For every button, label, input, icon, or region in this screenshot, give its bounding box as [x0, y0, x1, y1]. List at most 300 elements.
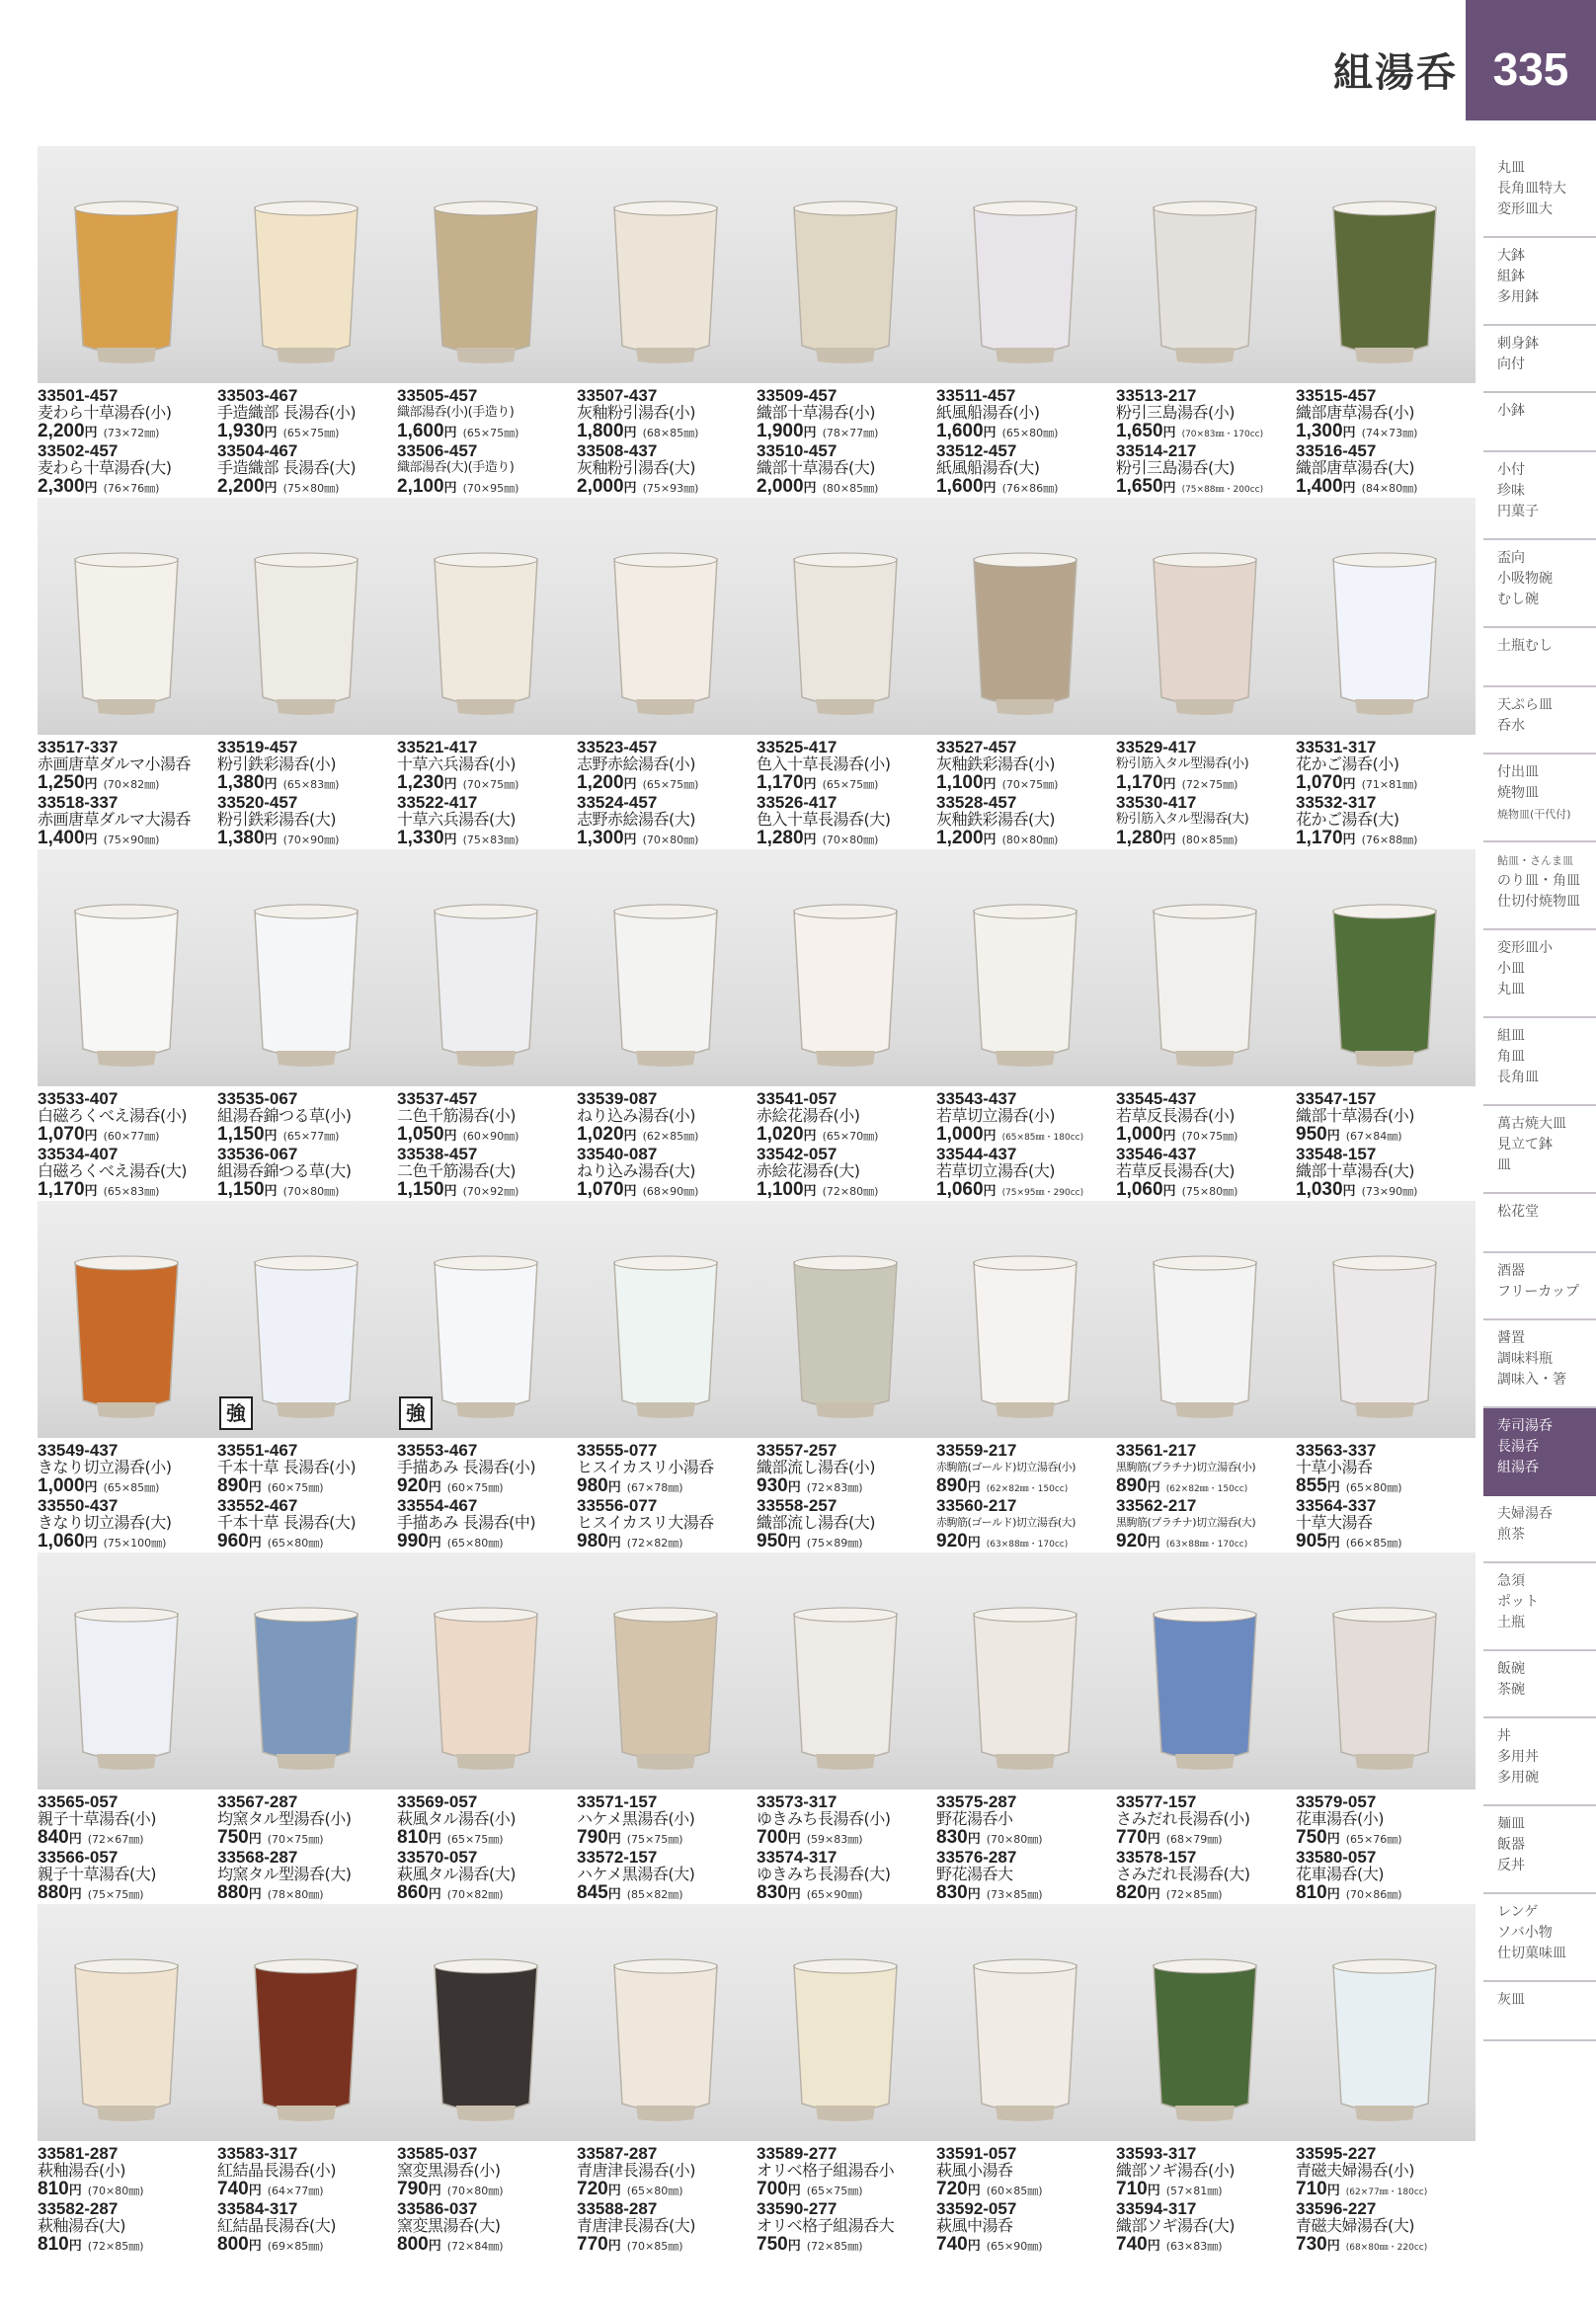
product-item[interactable]: [577, 387, 758, 442]
product-item[interactable]: [217, 442, 399, 498]
product-item[interactable]: [577, 1497, 758, 1552]
product-name: 萩風中湯呑: [936, 2216, 1013, 2235]
product-item[interactable]: [757, 2145, 938, 2200]
product-item[interactable]: [936, 2145, 1118, 2200]
product-dimensions: (64×77㎜): [267, 2185, 324, 2197]
teacup-image[interactable]: [427, 1955, 545, 2123]
product-item[interactable]: [38, 1146, 219, 1201]
product-price: 1,100: [757, 1179, 804, 1200]
index-tab[interactable]: [1483, 393, 1596, 452]
product-item[interactable]: [1116, 2145, 1298, 2200]
product-name: 粉引鉄彩湯呑(小): [217, 755, 336, 773]
product-price: 1,170: [1116, 772, 1163, 793]
product-dimensions: (60×77㎜): [103, 1130, 160, 1143]
index-tab[interactable]: [1483, 326, 1596, 393]
product-code: 33509-457: [757, 387, 838, 405]
teacup-image[interactable]: [247, 1252, 365, 1420]
product-code: 33547-157: [1296, 1090, 1377, 1108]
product-item[interactable]: [217, 1090, 399, 1146]
teacup-image[interactable]: [1325, 901, 1444, 1069]
index-tab-label: 丼: [1497, 1728, 1511, 1744]
product-item[interactable]: [38, 739, 219, 794]
product-code: 33522-417: [397, 794, 478, 812]
product-item[interactable]: [1116, 387, 1298, 442]
product-name: 萩釉湯呑(大): [38, 2216, 125, 2235]
teacup-image[interactable]: [1146, 901, 1264, 1069]
teacup-image[interactable]: [786, 1955, 905, 2123]
teacup-image[interactable]: [247, 1604, 365, 1772]
teacup-image[interactable]: [1146, 198, 1264, 365]
product-item[interactable]: [577, 1442, 758, 1497]
product-item[interactable]: [38, 794, 219, 849]
index-tab-label: 飯器: [1497, 1837, 1525, 1853]
index-tab[interactable]: [1483, 238, 1596, 326]
teacup-image[interactable]: [786, 198, 905, 365]
product-price: 1,230: [397, 772, 444, 793]
product-price: 1,000: [38, 1475, 85, 1496]
product-price: 750: [1296, 1827, 1327, 1848]
product-item[interactable]: [1116, 1497, 1298, 1552]
product-dimensions: (70×80㎜): [642, 834, 699, 846]
index-tab[interactable]: [1483, 1018, 1596, 1106]
index-tab[interactable]: [1483, 1718, 1596, 1806]
product-item[interactable]: [1296, 1793, 1477, 1849]
teacup-image[interactable]: [786, 549, 905, 717]
teacup-image[interactable]: [1325, 1955, 1444, 2123]
product-name: 粉引三島湯呑(大): [1116, 458, 1235, 477]
product-code: 33545-437: [1116, 1090, 1197, 1108]
product-item[interactable]: [38, 1849, 219, 1904]
index-tab-label: 焼物皿(干代付): [1497, 808, 1571, 821]
product-dimensions: (72×75㎜): [1181, 778, 1238, 791]
product-dimensions: (70×86㎜): [1345, 1888, 1402, 1901]
product-item[interactable]: [1296, 1090, 1477, 1146]
product-item[interactable]: [1116, 739, 1298, 794]
product-name: ヒスイカスリ小湯呑: [577, 1458, 714, 1476]
product-price: 2,000: [757, 476, 804, 497]
product-item[interactable]: [577, 1090, 758, 1146]
teacup-image[interactable]: [786, 901, 905, 1069]
product-item[interactable]: [936, 1497, 1118, 1552]
product-item[interactable]: [577, 1146, 758, 1201]
product-item[interactable]: [936, 442, 1118, 498]
index-tab-label: 天ぷら皿: [1497, 697, 1553, 713]
product-item[interactable]: [397, 1090, 579, 1146]
index-tab[interactable]: [1483, 540, 1596, 628]
product-item[interactable]: [577, 1793, 758, 1849]
yen-unit: 円: [803, 833, 817, 847]
product-item[interactable]: [936, 794, 1118, 849]
product-item[interactable]: [1116, 1090, 1298, 1146]
teacup-image[interactable]: [427, 1604, 545, 1772]
index-tab-label: 組皿: [1497, 1028, 1525, 1044]
product-item[interactable]: [217, 2145, 399, 2200]
product-item[interactable]: [757, 739, 938, 794]
product-name: 手造織部 長湯呑(大): [217, 458, 357, 477]
product-item[interactable]: [757, 1442, 938, 1497]
product-price: 1,060: [936, 1179, 984, 1200]
product-item[interactable]: [1116, 1793, 1298, 1849]
product-price: 810: [38, 2234, 69, 2255]
product-dimensions: (67×78㎜): [626, 1481, 683, 1494]
product-row: [38, 1904, 1476, 2256]
product-item[interactable]: [397, 2145, 579, 2200]
product-price: 1,100: [936, 772, 984, 793]
teacup-image[interactable]: [786, 1604, 905, 1772]
product-item[interactable]: [397, 1146, 579, 1201]
product-item[interactable]: [936, 1090, 1118, 1146]
product-code: 33586-037: [397, 2200, 478, 2218]
teacup-image[interactable]: [247, 549, 365, 717]
product-name: 織部ソギ湯呑(大): [1116, 2216, 1235, 2235]
product-price: 2,300: [38, 476, 85, 497]
product-dimensions: (70×82㎜): [446, 1888, 504, 1901]
teacup-image[interactable]: [67, 1604, 186, 1772]
yen-unit: 円: [443, 426, 457, 440]
product-name: 萩風小湯呑: [936, 2161, 1013, 2180]
product-code: 33596-227: [1296, 2200, 1377, 2218]
teacup-image[interactable]: [606, 1252, 725, 1420]
yen-unit: 円: [607, 1832, 621, 1847]
product-item[interactable]: [1116, 1849, 1298, 1904]
product-name: 灰釉粉引湯呑(小): [577, 403, 695, 422]
product-item[interactable]: [936, 1849, 1118, 1904]
index-tab[interactable]: [1483, 1408, 1596, 1496]
product-code: 33535-067: [217, 1090, 298, 1108]
product-item[interactable]: [217, 739, 399, 794]
product-name: 窯変黒湯呑(小): [397, 2161, 501, 2180]
yen-unit: 円: [248, 1536, 262, 1551]
product-code: 33578-157: [1116, 1849, 1197, 1867]
teacup-image[interactable]: [1146, 1955, 1264, 2123]
product-item[interactable]: [1296, 2145, 1477, 2200]
product-item[interactable]: [1116, 1146, 1298, 1201]
teacup-image[interactable]: [606, 901, 725, 1069]
teacup-image[interactable]: [1325, 549, 1444, 717]
teacup-image[interactable]: [427, 901, 545, 1069]
product-item[interactable]: [757, 1793, 938, 1849]
product-item[interactable]: [1116, 2200, 1298, 2256]
product-item[interactable]: [38, 387, 219, 442]
teacup-image[interactable]: [1146, 549, 1264, 717]
yen-unit: 円: [428, 1887, 441, 1902]
product-code: 33517-337: [38, 739, 119, 756]
index-tab[interactable]: [1483, 1651, 1596, 1718]
product-dimensions: (65×77㎜): [282, 1130, 340, 1143]
teacup-image[interactable]: [966, 549, 1084, 717]
product-price: 1,380: [217, 828, 265, 848]
product-item[interactable]: [1296, 1442, 1477, 1497]
index-tab[interactable]: [1483, 755, 1596, 842]
product-item[interactable]: [577, 739, 758, 794]
product-item[interactable]: [757, 2200, 938, 2256]
yen-unit: 円: [607, 1887, 621, 1902]
product-code: 33546-437: [1116, 1146, 1197, 1163]
product-item[interactable]: [757, 387, 938, 442]
index-tab-label: 丸皿: [1497, 160, 1525, 176]
product-name: 織部湯呑(小)(手造り): [397, 405, 515, 420]
index-tab[interactable]: [1483, 1253, 1596, 1320]
product-item[interactable]: [38, 1793, 219, 1849]
yen-unit: 円: [428, 1536, 441, 1551]
index-tab-label: 見立て鉢: [1497, 1137, 1553, 1153]
product-dimensions: (65×80㎜): [267, 1537, 324, 1550]
product-price: 930: [757, 1475, 788, 1496]
product-code: 33554-467: [397, 1497, 478, 1515]
teacup-image[interactable]: [966, 901, 1084, 1069]
product-item[interactable]: [936, 739, 1118, 794]
teacup-image[interactable]: [786, 1252, 905, 1420]
teacup-image[interactable]: [67, 549, 186, 717]
index-tab-label: ソバ小物: [1497, 1925, 1553, 1941]
product-item[interactable]: [577, 2200, 758, 2256]
product-item[interactable]: [757, 1497, 938, 1552]
product-item[interactable]: [757, 442, 938, 498]
product-dimensions: (72×85㎜): [87, 2240, 144, 2253]
product-item[interactable]: [38, 1497, 219, 1552]
product-item[interactable]: [1296, 1146, 1477, 1201]
product-name: 織部ソギ湯呑(小): [1116, 2161, 1235, 2180]
index-tab[interactable]: [1483, 1982, 1596, 2041]
product-dimensions: (74×73㎜): [1361, 427, 1418, 439]
product-item[interactable]: [936, 1793, 1118, 1849]
index-tab-label: 煎茶: [1497, 1527, 1525, 1543]
product-item[interactable]: [217, 1497, 399, 1552]
product-item[interactable]: [397, 442, 579, 498]
product-name: きなり切立湯呑(大): [38, 1513, 172, 1532]
teacup-image[interactable]: [247, 901, 365, 1069]
yen-unit: 円: [803, 481, 817, 496]
product-dimensions: (70×75㎜): [1181, 1130, 1238, 1143]
yen-unit: 円: [803, 426, 817, 440]
product-dimensions: (65×80㎜): [626, 2185, 683, 2197]
index-tab-label: 夫婦湯呑: [1497, 1506, 1553, 1522]
teacup-image[interactable]: [247, 1955, 365, 2123]
index-tab-label: 茶碗: [1497, 1682, 1525, 1698]
product-name: 手描あみ 長湯呑(小): [397, 1458, 536, 1476]
product-name: 織部十草湯呑(大): [1296, 1161, 1414, 1180]
product-item[interactable]: [217, 2200, 399, 2256]
teacup-image[interactable]: [67, 1252, 186, 1420]
teacup-image[interactable]: [427, 549, 545, 717]
teacup-image[interactable]: [966, 1604, 1084, 1772]
product-code: 33540-087: [577, 1146, 658, 1163]
product-code: 33584-317: [217, 2200, 298, 2218]
product-item[interactable]: [1296, 442, 1477, 498]
product-item[interactable]: [936, 1442, 1118, 1497]
product-item[interactable]: [38, 1442, 219, 1497]
yen-unit: 円: [443, 1184, 457, 1199]
product-item[interactable]: [757, 1849, 938, 1904]
product-dimensions: (72×67㎜): [87, 1833, 144, 1846]
product-row: [38, 146, 1476, 498]
index-tab-label: 刺身鉢: [1497, 336, 1539, 352]
product-name: ハケメ黒湯呑(小): [577, 1809, 695, 1828]
product-item[interactable]: [757, 1146, 938, 1201]
teacup-image[interactable]: [966, 1955, 1084, 2123]
product-item[interactable]: [757, 1090, 938, 1146]
product-item[interactable]: [38, 2145, 219, 2200]
teacup-image[interactable]: [1146, 1252, 1264, 1420]
yen-unit: 円: [1162, 777, 1176, 792]
index-tab[interactable]: [1483, 150, 1596, 238]
product-item[interactable]: [217, 794, 399, 849]
index-tab[interactable]: [1483, 628, 1596, 687]
product-price: 1,600: [397, 421, 444, 441]
teacup-image[interactable]: [1325, 198, 1444, 365]
product-item[interactable]: [397, 1793, 579, 1849]
product-price: 1,200: [577, 772, 624, 793]
product-item[interactable]: [38, 442, 219, 498]
product-item[interactable]: [38, 2200, 219, 2256]
product-code: 33549-437: [38, 1442, 119, 1460]
teacup-image[interactable]: [67, 1955, 186, 2123]
product-item[interactable]: [577, 1849, 758, 1904]
product-item[interactable]: [1116, 1442, 1298, 1497]
index-tab-label: 珍味: [1497, 483, 1525, 499]
index-tab-label: 大鉢: [1497, 248, 1525, 264]
index-tab[interactable]: [1483, 1194, 1596, 1253]
product-price: 1,150: [397, 1179, 444, 1200]
teacup-image[interactable]: [247, 198, 365, 365]
index-tab-label: 組湯呑: [1497, 1460, 1539, 1475]
teacup-image[interactable]: [427, 198, 545, 365]
yen-unit: 円: [428, 2184, 441, 2198]
product-item[interactable]: [577, 794, 758, 849]
product-code: 33557-257: [757, 1442, 838, 1460]
product-item[interactable]: [397, 1442, 579, 1497]
yen-unit: 円: [443, 777, 457, 792]
product-dimensions: (75×75㎜): [626, 1833, 683, 1846]
teacup-image[interactable]: [1146, 1604, 1264, 1772]
product-name: オリベ格子組湯呑小: [757, 2161, 895, 2180]
teacup-image[interactable]: [606, 549, 725, 717]
product-item[interactable]: [217, 387, 399, 442]
product-code: 33502-457: [38, 442, 119, 460]
product-code: 33567-287: [217, 1793, 298, 1811]
product-item[interactable]: [217, 1849, 399, 1904]
product-item[interactable]: [936, 387, 1118, 442]
product-dimensions: (68×90㎜): [642, 1185, 699, 1198]
product-item[interactable]: [1296, 794, 1477, 849]
index-tab-label: 呑水: [1497, 718, 1525, 734]
yen-unit: 円: [983, 777, 997, 792]
product-code: 33503-467: [217, 387, 298, 405]
teacup-image[interactable]: [67, 198, 186, 365]
product-item[interactable]: [217, 1442, 399, 1497]
product-name: 青唐津長湯呑(小): [577, 2161, 695, 2180]
product-name: 粉引三島湯呑(小): [1116, 403, 1235, 422]
product-name: 白磁ろくべえ湯呑(大): [38, 1161, 187, 1180]
product-item[interactable]: [577, 442, 758, 498]
index-tab-label: 長角皿: [1497, 1070, 1539, 1085]
product-code: 33523-457: [577, 739, 658, 756]
index-tab[interactable]: [1483, 1806, 1596, 1894]
product-item[interactable]: [1296, 387, 1477, 442]
product-dimensions: (65×90㎜): [806, 1888, 863, 1901]
product-item[interactable]: [1296, 1497, 1477, 1552]
product-captions: [38, 1090, 1476, 1199]
product-name: 灰釉鉄彩湯呑(大): [936, 810, 1055, 829]
index-tab[interactable]: [1483, 930, 1596, 1018]
product-item[interactable]: [1296, 739, 1477, 794]
teacup-image[interactable]: [427, 1252, 545, 1420]
product-code: 33595-227: [1296, 2145, 1377, 2163]
side-index: [1483, 150, 1596, 2307]
product-code: 33570-057: [397, 1849, 478, 1867]
product-item[interactable]: [217, 1146, 399, 1201]
teacup-image[interactable]: [1325, 1252, 1444, 1420]
product-dimensions: (67×84㎜): [1345, 1130, 1402, 1143]
index-tab-label: 長湯呑: [1497, 1439, 1539, 1455]
product-price: 1,170: [757, 772, 804, 793]
product-code: 33550-437: [38, 1497, 119, 1515]
index-tab[interactable]: [1483, 452, 1596, 540]
product-price: 720: [936, 2179, 968, 2199]
product-item[interactable]: [577, 2145, 758, 2200]
teacup-image[interactable]: [67, 901, 186, 1069]
product-item[interactable]: [217, 1793, 399, 1849]
teacup-image[interactable]: [966, 1252, 1084, 1420]
index-tab[interactable]: [1483, 1496, 1596, 1563]
product-item[interactable]: [397, 794, 579, 849]
yen-unit: 円: [1342, 426, 1356, 440]
product-item[interactable]: [397, 1497, 579, 1552]
index-tab[interactable]: [1483, 842, 1596, 930]
teacup-image[interactable]: [606, 1604, 725, 1772]
index-tab[interactable]: [1483, 687, 1596, 755]
product-name: 野花湯呑小: [936, 1809, 1013, 1828]
index-tab[interactable]: [1483, 1320, 1596, 1408]
product-item[interactable]: [397, 1849, 579, 1904]
product-name: ゆきみち長湯呑(大): [757, 1865, 891, 1883]
index-tab[interactable]: [1483, 1106, 1596, 1194]
product-item[interactable]: [936, 2200, 1118, 2256]
product-dimensions: (60×75㎜): [446, 1481, 504, 1494]
yen-unit: 円: [623, 833, 637, 847]
index-tab-label: フリーカップ: [1497, 1284, 1580, 1300]
index-tab-label: 円菓子: [1497, 504, 1539, 519]
product-code: 33553-467: [397, 1442, 478, 1460]
product-item[interactable]: [397, 2200, 579, 2256]
index-tab-label: 反丼: [1497, 1858, 1525, 1873]
product-item[interactable]: [936, 1146, 1118, 1201]
product-captions: [38, 739, 1476, 847]
teacup-image[interactable]: [606, 1955, 725, 2123]
yen-unit: 円: [443, 833, 457, 847]
product-price: 710: [1116, 2179, 1148, 2199]
product-name: 赤駒筋(ゴールド)切立湯呑(小): [936, 1461, 1076, 1473]
product-item[interactable]: [1296, 2200, 1477, 2256]
product-item[interactable]: [1116, 442, 1298, 498]
product-price: 880: [38, 1882, 69, 1903]
index-tab[interactable]: [1483, 1563, 1596, 1651]
teacup-image[interactable]: [966, 198, 1084, 365]
teacup-image[interactable]: [606, 198, 725, 365]
teacup-image[interactable]: [1325, 1604, 1444, 1772]
yen-unit: 円: [84, 481, 98, 496]
product-item[interactable]: [1296, 1849, 1477, 1904]
index-tab-label: 角皿: [1497, 1049, 1525, 1065]
product-item[interactable]: [397, 387, 579, 442]
product-item[interactable]: [397, 739, 579, 794]
product-item[interactable]: [1116, 794, 1298, 849]
product-item[interactable]: [757, 794, 938, 849]
product-dimensions: (70×75㎜): [267, 1833, 324, 1846]
index-tab[interactable]: [1483, 1894, 1596, 1982]
index-tab-label: 酒器: [1497, 1263, 1525, 1279]
product-item[interactable]: [38, 1090, 219, 1146]
